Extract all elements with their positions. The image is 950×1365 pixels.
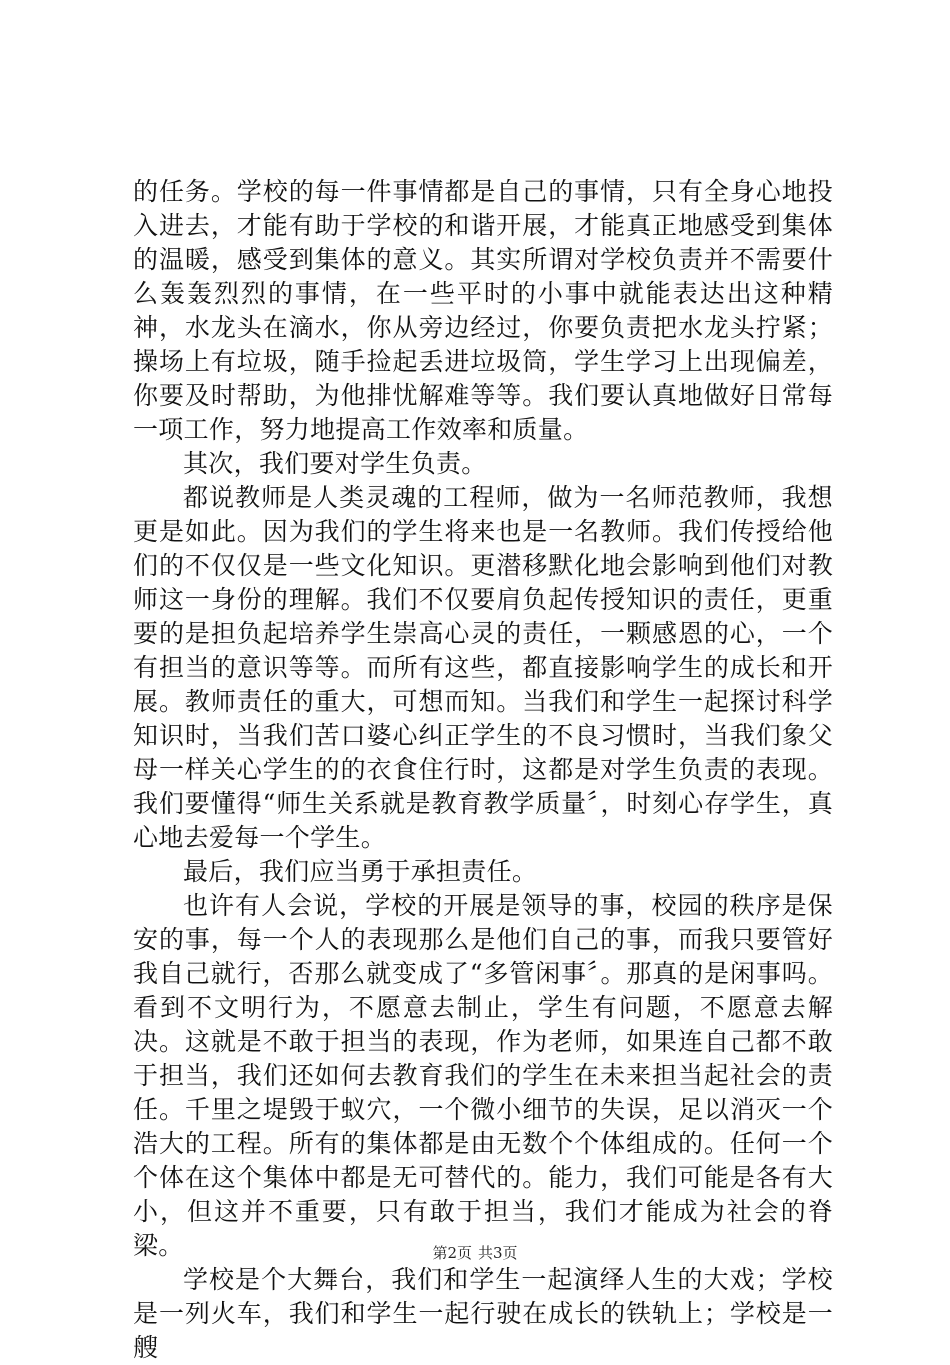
paragraph: 最后，我们应当勇于承担责任。 — [183, 857, 538, 886]
page-number: 第2页 — [432, 1244, 472, 1262]
paragraph: 也许有人会说，学校的开展是领导的事，校园的秩序是保安的事，每一个人的表现那么是他们自己的事，而我只要管好我自己就行，否那么就变成了“多管闲事〞。那真的是闲事吗。看到不文明行为，不愿意去制止，学生有问题，不愿意去解决。这就是不敢于担当的表现，作为老师，如果连自己都不敢于担当，我们还如何去教育我们的学生在未来担当起社会的责任。千里之堤毁于蚁穴，一个微小细节的失误，足以消灭一个浩大的工程。所有的集体都是由无数个个体组成的。任何一个个体在这个集体中都是无可替代的。能力，我们可能是各有大小，但这并不重要，只有敢于担当，我们才能成为社会的脊梁。 — [133, 891, 833, 1260]
paragraph: 都说教师是人类灵魂的工程师，做为一名师范教师，我想更是如此。因为我们的学生将来也是一名教师。我们传授给他们的不仅仅是一些文化知识。更潜移默化地会影响到他们对教师这一身份的理解。我们不仅要肩负起传授知识的责任，更重要的是担负起培养学生崇高心灵的责任，一颗感恩的心，一个有担当的意识等等。而所有这些，都直接影响学生的成长和开展。教师责任的重大，可想而知。当我们和学生一起探讨科学知识时，当我们苦口婆心纠正学生的不良习惯时，当我们象父母一样关心学生的的衣食住行时，这都是对学生负责的表现。我们要懂得“师生关系就是教育教学质量〞，时刻心存学生，真心地去爱每一个学生。 — [133, 483, 833, 852]
paragraph: 的任务。学校的每一件事情都是自己的事情，只有全身心地投入进去，才能有助于学校的和谐开展，才能真正地感受到集体的温暖，感受到集体的意义。其实所谓对学校负责并不需要什么轰轰烈烈的事情，在一些平时的小事中就能表达出这种精神，水龙头在滴水，你从旁边经过，你要负责把水龙头拧紧；操场上有垃圾，随手捡起丢进垃圾筒，学生学习上出现偏差，你要及时帮助，为他排忧解难等等。我们要认真地做好日常每一项工作，努力地提高工作效率和质量。 — [133, 177, 833, 444]
paragraph: 学校是个大舞台，我们和学生一起演绎人生的大戏；学校是一列火车，我们和学生一起行驶在成长的铁轨上；学校是一艘 — [133, 1265, 833, 1362]
page-footer — [0, 1243, 950, 1263]
page-total: 共3页 — [478, 1244, 518, 1262]
document-body — [133, 175, 833, 1365]
paragraph: 其次，我们要对学生负责。 — [183, 449, 487, 478]
